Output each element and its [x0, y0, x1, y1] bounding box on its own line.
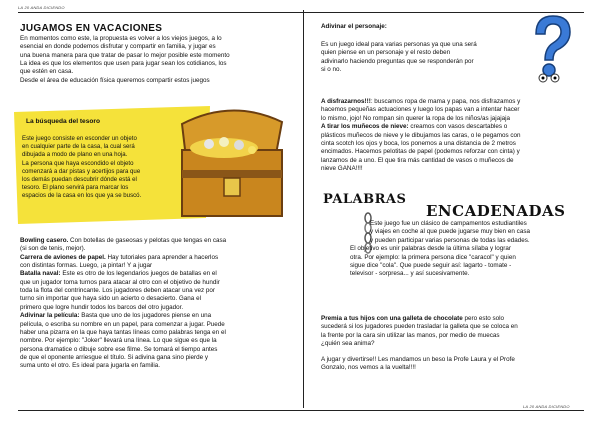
banner-word-encadenadas: ENCADENADAS	[426, 202, 566, 220]
column-divider	[303, 10, 304, 408]
premia-line: la frente por la cara sin utilizar las manos, por medio de muecas	[321, 331, 500, 339]
intro-line: que estén en casa.	[20, 68, 74, 76]
closing-line: A jugar y divertirse!! Les mandamos un beso la Profe Laura y el Profe	[321, 356, 515, 363]
premia-line: sucederá si los jugadores pueden trasladar la galleta que se coloca en	[321, 323, 518, 331]
adivinar-line: Es un juego ideal para varias personas ya que una será	[321, 41, 477, 48]
palabras-line: Este juego fue un clásico de campamentos estudiantiles	[370, 220, 527, 227]
palabras-line: y pueden participar varias personas de todas las edades.	[370, 236, 530, 244]
disfraz-line: A disfrazarnos!!!: buscamos ropa de mama y papa, nos disfrazamos y	[321, 98, 521, 105]
disfraz-line: A tirar los muñecos de nieve: creamos con vasos descartables o	[321, 123, 508, 131]
treasure-line: espacios de la casa en los que ya se buscó.	[22, 192, 142, 200]
game-line: (si son de tenis, mejor).	[20, 245, 86, 253]
treasure-chest-icon	[182, 110, 282, 216]
game-line: Carrera de aviones de papel. Hay tutoriales para aprender a hacerlos	[20, 253, 219, 261]
palabras-line: y viajes en coche al que puede jugarse muy bien en casa	[370, 228, 530, 236]
game-line: de que el oponente arriesgue el título. Si adivina gana sino pierde y	[20, 353, 208, 361]
treasure-text	[22, 135, 192, 201]
adivinar-title: Adivinar el personaje:	[321, 23, 387, 30]
disfraz-line: nieve GANA!!!!	[321, 165, 363, 173]
palabras-line: El objetivo es unir palabras desde la última sílaba y lograr	[350, 245, 512, 253]
game-line: primero que logre hundir todos los barcos del otro jugador.	[20, 303, 184, 311]
treasure-line: comenzará a dar pistas y acertijos para que	[22, 167, 141, 175]
intro-line: La idea es que los elementos que usen para jugar sean los cotidianos, los	[20, 59, 227, 67]
game-line: película, o escriba su nombre en un papel, para comenzar a jugar. Puede	[20, 320, 225, 328]
game-line: suma unto el otro. Es ideal para jugarla en familia.	[20, 362, 161, 370]
header-rule	[18, 12, 584, 13]
game-line: que un jugador toma turnos para atacar al otro con el objetivo de hundir	[20, 278, 220, 286]
footer-rule	[18, 410, 584, 411]
disfraz-line: cinta scotch los ojos y boca, los ponemos a una distancia de 2 metros	[321, 140, 516, 147]
game-line: Bowling casero. Con botellas de gaseosas y pelotas que tengas en casa	[20, 237, 227, 244]
disfraz-line: encimados. Hacemos pelotitas de papel (podemos reforzar con cinta) y	[321, 148, 520, 156]
palabras-line: sigue dice "cola". Que puede seguir así: lagarto - tomate -	[350, 262, 512, 269]
disfraz-line: hacemos pequeñas actuaciones y luego los papas van a intentar hacer	[321, 106, 520, 114]
palabras-line: otra. Por ejemplo: la primera persona dice "caracol" y quien	[350, 253, 516, 261]
game-line: haber una pizarra en la que haya tantas líneas como palabras tenga en el	[20, 328, 226, 336]
intro-line: Desde el área de educación física queremos compartir estos juegos	[20, 76, 210, 84]
game-line: Batalla naval: Este es otro de los legendarios juegos de batallas en el	[20, 270, 217, 278]
header-left: LA 20 ANDA DICIENDO	[18, 5, 65, 10]
adivinar-line: quien piense en un personaje y el resto deben	[321, 49, 451, 57]
adivinar-line: si o no.	[321, 65, 342, 73]
closing-line: Gonzalo, nos vemos a la vuelta!!!!	[321, 364, 416, 372]
intro-line: esencial en donde podemos disfrutar y compartir en familia, y jugar es	[20, 43, 216, 51]
treasure-title: La búsqueda del tesoro	[26, 118, 101, 125]
treasure-line: en cualquier parte de la casa, la cual será	[22, 143, 135, 151]
treasure-line: dibujada a modo de plano en una hoja.	[22, 151, 128, 159]
game-line: Adivinar la película: Basta que uno de los jugadores piense en una	[20, 312, 212, 320]
adivinar-line: adivinarlo haciendo preguntas que se responderán por	[321, 57, 474, 65]
disfraz-line: lanzamos de a uno. El que tira más cantidad de vasos o muñecos de	[321, 156, 514, 164]
intro-line: En momentos como este, la propuesta es volver a los viejos juegos, a lo	[20, 35, 222, 42]
question-mark-icon	[526, 12, 576, 86]
banner-word-palabras: PALABRAS	[323, 192, 407, 207]
treasure-line: La persona que haya escondido el objeto	[22, 159, 134, 167]
disfraz-line: lo mismo, jojo! No rompan sin querer la ropa de los niños/as jajajaja	[321, 114, 511, 122]
treasure-line: Este juego consiste en esconder un objeto	[22, 135, 137, 142]
game-line: toda la flota del contrincante. Los jugadores deben atacar una vez por	[20, 287, 215, 295]
treasure-line: tesoro. El plano servirá para marcar los	[22, 184, 129, 192]
game-line: turno sin importar que haya sido un acierto o desacierto. Gana el	[20, 295, 201, 303]
premia-line: Premia a tus hijos con una galleta de chocolate pero esto solo	[321, 315, 505, 322]
disfraz-line: plásticos muñecos de nieve y le dibujamos las caras, o le pegamos con	[321, 131, 521, 139]
game-line: nombre. Por ejemplo: "Joker" llevará una línea. Lo que sigue es que la	[20, 337, 217, 345]
premia-line: ¿quién sea anima?	[321, 340, 375, 348]
treasure-line: los demás puedan descubrir dónde está el	[22, 176, 137, 184]
game-line: con distintas formas. Luego, ¡a pintar! Y a jugar	[20, 262, 153, 270]
page-title: JUGAMOS EN VACACIONES	[20, 23, 163, 34]
palabras-line: televisor - sorpresa... y así sucesivamente.	[350, 270, 470, 278]
intro-line: una buena manera para que tratar de pasar lo mejor posible este momento	[20, 51, 230, 59]
game-line: persona dramatice o dibuje sobre ese filme. Se tomará el tiempo antes	[20, 345, 218, 353]
footer-right: LA 20 ANDA DICIENDO	[523, 404, 570, 409]
